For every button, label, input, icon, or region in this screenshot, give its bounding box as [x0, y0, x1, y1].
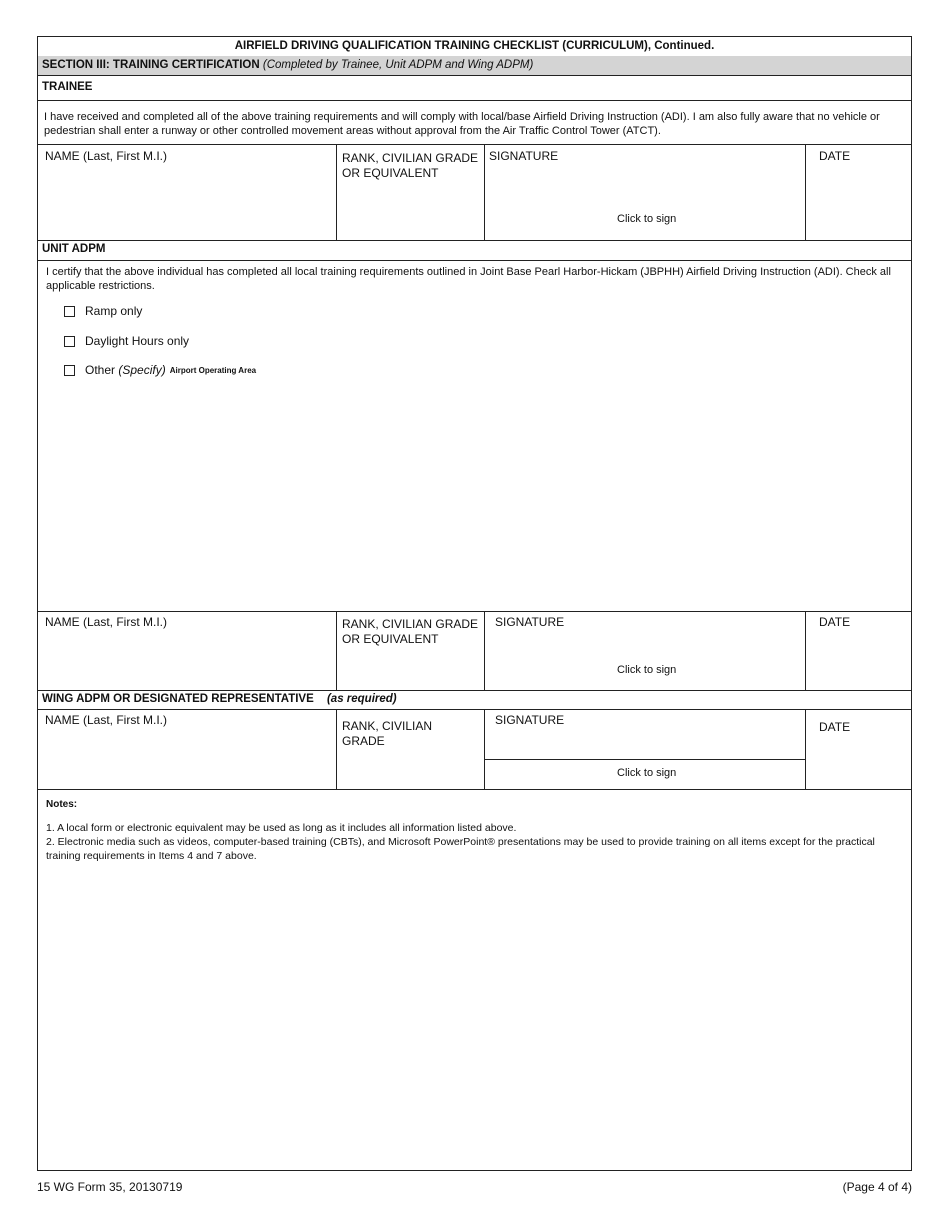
unit-adpm-name-label: NAME (Last, First M.I.)	[45, 615, 168, 629]
wing-adpm-name-label: NAME (Last, First M.I.)	[45, 713, 168, 727]
unit-adpm-click-to-sign[interactable]: Click to sign	[617, 664, 677, 676]
restriction-other[interactable]	[64, 363, 256, 377]
section-label: SECTION III: TRAINING CERTIFICATION	[42, 59, 260, 71]
trainee-statement: I have received and completed all of the above training requirements and will comply with local/base Airfield Driving Instruction (ADI). I am also fully aware that no vehicle or pedestrian shall enter a runway or other controlled movement areas without approval from the Air Traffic Control Tower (ATCT).	[44, 111, 880, 137]
ramp-only-checkbox[interactable]	[64, 306, 75, 317]
form-title: AIRFIELD DRIVING QUALIFICATION TRAINING CHECKLIST (CURRICULUM), Continued.	[234, 40, 715, 52]
section-header	[38, 56, 911, 75]
restriction-ramp-only[interactable]	[64, 304, 142, 318]
wing-adpm-date-label: DATE	[819, 720, 851, 734]
trainee-heading: TRAINEE	[42, 81, 93, 93]
unit-adpm-rank-label: RANK, CIVILIAN GRADE OR EQUIVALENT	[342, 617, 479, 646]
wing-adpm-click-to-sign[interactable]: Click to sign	[617, 767, 677, 779]
wing-adpm-rank-label: RANK, CIVILIAN GRADE	[342, 719, 433, 748]
note-item-2: 2. Electronic media such as videos, computer-based training (CBTs), and Microsoft PowerPoint® presentations may be used to provide training on all items except for the practical training requirements in Items 4 and 7 above.	[46, 836, 875, 862]
training-certification-form	[37, 36, 912, 1171]
trainee-signature-label: SIGNATURE	[489, 149, 559, 163]
other-checkbox[interactable]	[64, 365, 75, 376]
trainee-date-label: DATE	[819, 149, 851, 163]
note-item-1: 1. A local form or electronic equivalent may be used as long as it includes all information listed above.	[46, 822, 517, 834]
wing-adpm-signature-label: SIGNATURE	[495, 713, 565, 727]
section-note: (Completed by Trainee, Unit ADPM and Wing ADPM)	[262, 59, 534, 71]
notes-title: Notes:	[46, 799, 78, 810]
wing-adpm-heading-text: WING ADPM OR DESIGNATED REPRESENTATIVE	[42, 693, 314, 705]
other-specify-label: (Specify)	[118, 363, 166, 377]
form-id: 15 WG Form 35, 20130719	[37, 1180, 183, 1194]
ramp-only-label: Ramp only	[85, 304, 143, 318]
other-specify-value[interactable]: Airport Operating Area	[169, 365, 257, 375]
other-label: Other	[85, 363, 116, 377]
trainee-name-label: NAME (Last, First M.I.)	[45, 149, 168, 163]
unit-adpm-statement: I certify that the above individual has completed all local training requirements outlined in Joint Base Pearl Harbor-Hickam (JBPHH) Airfield Driving Instruction (ADI). Check all applicable restrictions.	[46, 266, 891, 292]
restriction-daylight-hours[interactable]	[64, 334, 189, 348]
wing-adpm-heading	[38, 693, 911, 705]
daylight-hours-checkbox[interactable]	[64, 336, 75, 347]
unit-adpm-heading: UNIT ADPM	[42, 243, 106, 255]
daylight-hours-label: Daylight Hours only	[85, 334, 190, 348]
unit-adpm-signature-label: SIGNATURE	[495, 615, 565, 629]
trainee-rank-label: RANK, CIVILIAN GRADE OR EQUIVALENT	[342, 151, 479, 180]
wing-adpm-heading-note: (as required)	[326, 693, 397, 705]
page-number: (Page 4 of 4)	[842, 1180, 912, 1194]
trainee-click-to-sign[interactable]: Click to sign	[617, 213, 677, 225]
unit-adpm-date-label: DATE	[819, 615, 851, 629]
